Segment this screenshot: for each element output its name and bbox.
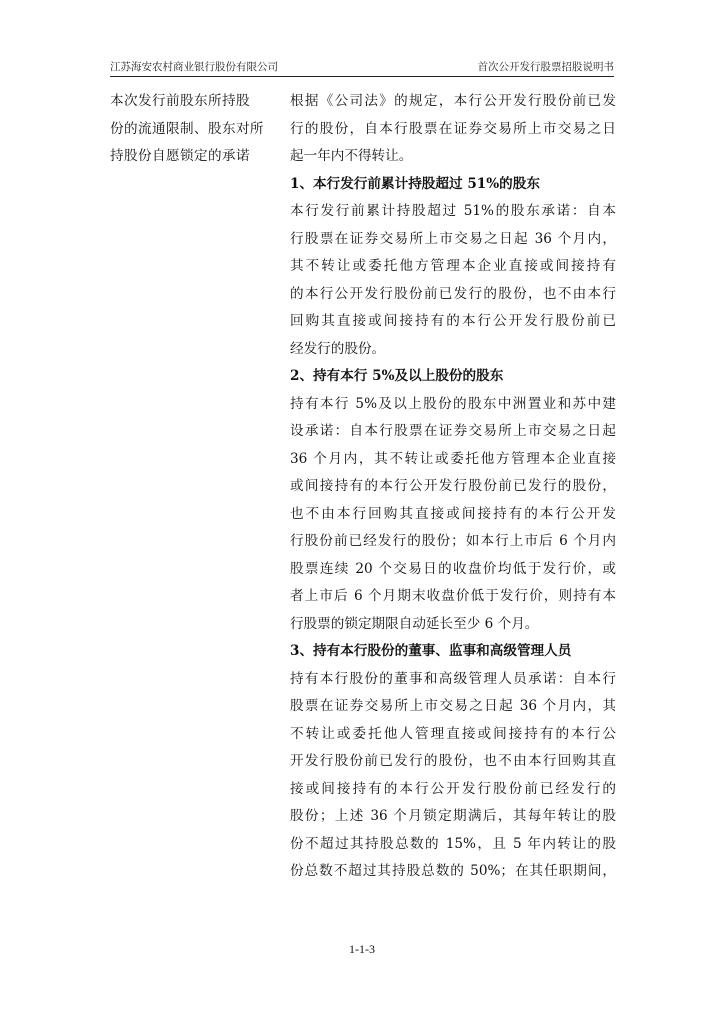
intro-line: 行的股份，自本行股票在证券交易所上市交易之日 [290,120,616,137]
section-line: 行股份前已经发行的股份；如本行上市后 6 个月内 [290,533,616,549]
section-line: 股票连续 20 个交易日的收盘价均低于发行价，或 [290,560,616,577]
page-number: 1-1-3 [349,942,375,956]
section-line: 或间接持有的本行公开发行股份前已发行的股份， [290,478,616,494]
section-line: 回购其直接或间接持有的本行公开发行股份前已 [290,313,616,329]
row-content [290,88,616,886]
section-heading: 3、持有本行股份的董事、监事和高级管理人员 [290,643,572,659]
intro-line: 起一年内不得转让。 [290,148,413,164]
row-label [110,88,275,171]
section-line: 的本行公开发行股份前已发行的股份，也不由本行 [290,285,616,302]
section-line: 行股票在证券交易所上市交易之日起 36 个月内， [290,230,616,247]
section-line: 其不转让或委托他方管理本企业直接或间接持有 [290,258,616,274]
section-line: 份总数不超过其持股总数的 50%；在其任职期间， [290,863,616,879]
header-document-title: 首次公开发行股票招股说明书 [477,61,614,73]
section-line: 36 个月内，其不转让或委托他方管理本企业直接 [290,450,616,467]
section-line: 持有本行 5%及以上股份的股东中洲置业和苏中建 [290,395,616,412]
section-line: 设承诺：自本行股票在证券交易所上市交易之日起 [290,423,616,439]
section-line: 股票在证券交易所上市交易之日起 36 个月内，其 [290,698,616,714]
section-line: 也不由本行回购其直接或间接持有的本行公开发 [290,505,616,522]
section-line: 者上市后 6 个月期末收盘价低于发行价，则持有本 [290,588,616,604]
page-header [110,56,614,77]
section-line: 开发行股份前已发行的股份，也不由本行回购其直 [290,753,616,769]
section-line: 持有本行股份的董事和高级管理人员承诺：自本行 [290,670,616,687]
section-line: 经发行的股份。 [290,340,386,357]
row-label-line: 份的流通限制、股东对所 [110,120,264,137]
section-line: 不转让或委托他人管理直接或间接持有的本行公 [290,725,616,742]
section-line: 本行发行前累计持股超过 51%的股东承诺：自本 [290,203,616,219]
section-heading: 2、持有本行 5%及以上股份的股东 [290,368,504,384]
section-heading: 1、本行发行前累计持股超过 51%的股东 [290,175,540,192]
intro-line: 根据《公司法》的规定，本行公开发行股份前已发 [290,93,616,109]
section-line: 股份；上述 36 个月锁定期满后，其每年转让的股 [290,808,616,824]
row-label-line: 持股份自愿锁定的承诺 [110,148,250,164]
section-line: 行股票的锁定期限自动延长至少 6 个月。 [290,615,539,632]
header-company-name: 江苏海安农村商业银行股份有限公司 [110,61,278,73]
section-line: 份不超过其持股总数的 15%，且 5 年内转让的股 [290,835,616,852]
section-line: 接或间接持有的本行公开发行股份前已经发行的 [290,780,616,797]
row-label-line: 本次发行前股东所持股 [110,93,250,109]
